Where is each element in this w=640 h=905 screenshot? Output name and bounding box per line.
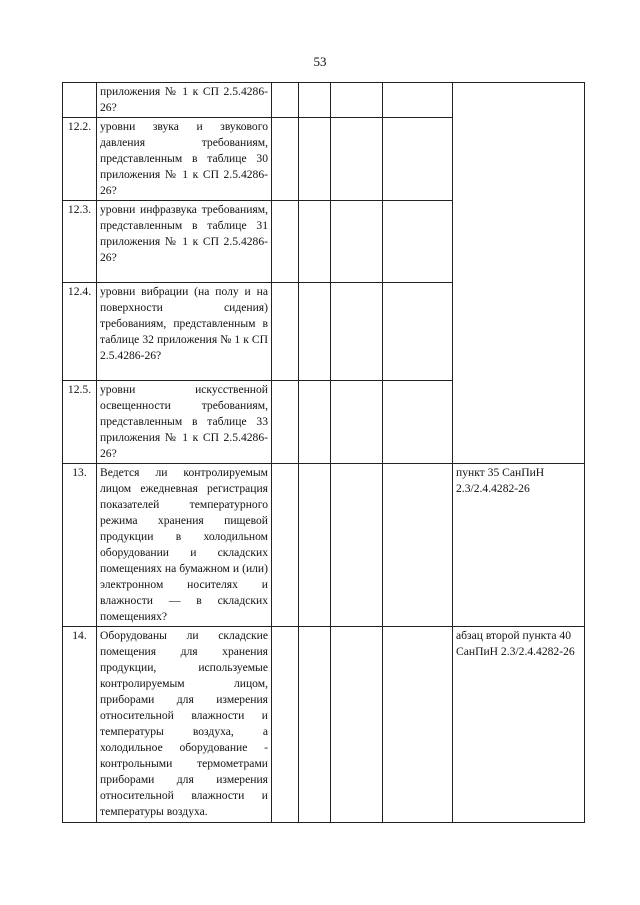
table-row <box>63 627 585 823</box>
not-applicable-cell <box>331 118 383 201</box>
answer-yes-cell <box>272 627 299 823</box>
answer-yes-cell <box>272 118 299 201</box>
note-cell <box>383 627 453 823</box>
reference-cell <box>453 83 585 464</box>
answer-yes-cell <box>272 283 299 381</box>
question-cell: уровни искусственной освещенности требованиям, представленным в таблице 33 приложения № 1 к СП 2.5.4286-26? <box>97 381 272 464</box>
note-cell <box>383 464 453 627</box>
checklist-table <box>62 82 585 823</box>
answer-no-cell <box>299 283 331 381</box>
not-applicable-cell <box>331 381 383 464</box>
item-number: 14. <box>63 627 97 823</box>
item-number: 12.3. <box>63 201 97 283</box>
answer-no-cell <box>299 201 331 283</box>
reference-cell: абзац второй пункта 40 СанПиН 2.3/2.4.4282-26 <box>453 627 585 823</box>
item-number: 12.2. <box>63 118 97 201</box>
answer-yes-cell <box>272 201 299 283</box>
question-cell: приложения № 1 к СП 2.5.4286-26? <box>97 83 272 118</box>
answer-no-cell <box>299 381 331 464</box>
question-cell: уровни звука и звукового давления требованиям, представленным в таблице 30 приложения № 1 к СП 2.5.4286-26? <box>97 118 272 201</box>
question-cell: Оборудованы ли складские помещения для хранения продукции, используемые контролируемым лицом, приборами для измерения относительной влажности и температуры воздуха, а холодильное оборудование - контрольными термометрами приборами для измерения относительной влажности и температуры воздуха. <box>97 627 272 823</box>
answer-no-cell <box>299 627 331 823</box>
table-row <box>63 464 585 627</box>
answer-no-cell <box>299 118 331 201</box>
not-applicable-cell <box>331 627 383 823</box>
item-number <box>63 83 97 118</box>
not-applicable-cell <box>331 464 383 627</box>
note-cell <box>383 118 453 201</box>
note-cell <box>383 201 453 283</box>
note-cell <box>383 283 453 381</box>
not-applicable-cell <box>331 83 383 118</box>
note-cell <box>383 381 453 464</box>
answer-no-cell <box>299 464 331 627</box>
question-cell: Ведется ли контролируемым лицом ежедневная регистрация показателей температурного режима хранения пищевой продукции в холодильном оборудовании и складских помещениях на бумажном и (или) электронном носителях и влажности — в складских помещениях? <box>97 464 272 627</box>
not-applicable-cell <box>331 201 383 283</box>
reference-cell: пункт 35 СанПиН 2.3/2.4.4282-26 <box>453 464 585 627</box>
answer-no-cell <box>299 83 331 118</box>
page-number: 53 <box>313 54 327 69</box>
question-cell: уровни инфразвука требованиям, представленным в таблице 31 приложения № 1 к СП 2.5.4286-26? <box>97 201 272 283</box>
answer-yes-cell <box>272 381 299 464</box>
table-row <box>63 83 585 118</box>
answer-yes-cell <box>272 83 299 118</box>
item-number: 13. <box>63 464 97 627</box>
question-cell: уровни вибрации (на полу и на поверхности сидения) требованиям, представленным в таблице 32 приложения № 1 к СП 2.5.4286-26? <box>97 283 272 381</box>
not-applicable-cell <box>331 283 383 381</box>
item-number: 12.5. <box>63 381 97 464</box>
item-number: 12.4. <box>63 283 97 381</box>
note-cell <box>383 83 453 118</box>
answer-yes-cell <box>272 464 299 627</box>
